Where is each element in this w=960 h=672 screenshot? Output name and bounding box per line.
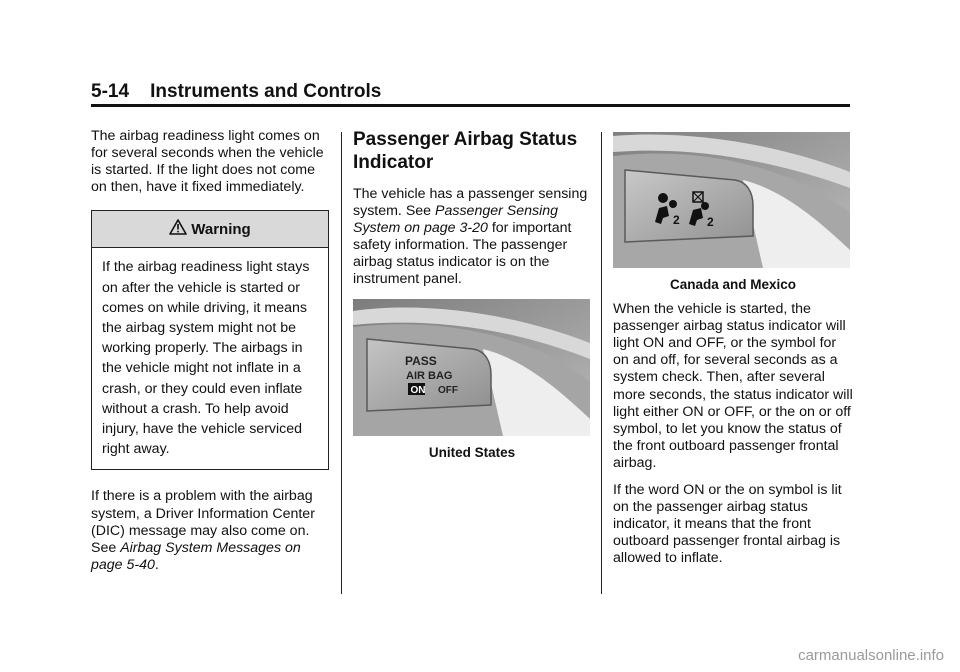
- system-check-paragraph: When the vehicle is started, the passenger airbag status indicator will light ON and OFF, or the symbol for on and off, for several seconds as a system check. Then, after several more seconds, the status indicator will light either ON or OFF, or the on or off symbol, to let you know the status of the front outboard passenger frontal airbag.: [613, 301, 853, 471]
- dic-reference-link[interactable]: Airbag System Messages on page 5-40: [91, 539, 301, 573]
- warning-body: If the airbag readiness light stays on after the vehicle is started or comes on while driving, it means the airbag system might not be working properly. The airbags in the vehicle might not inflate in a crash, or they could even inflate without a crash. To help avoid injury, have the vehicle serviced right away.: [102, 259, 310, 458]
- section-title: Passenger Airbag Status Indicator: [353, 129, 578, 173]
- airbag-label: AIR BAG: [406, 369, 453, 382]
- column-middle: [353, 128, 591, 469]
- column-divider-2: [601, 132, 602, 594]
- on-label: ON: [410, 384, 426, 396]
- dic-text: If there is a problem with the airbag system, a Driver Information Center (DIC) message may also come on. See: [91, 488, 315, 556]
- on-status-paragraph: If the word ON or the on symbol is lit on the passenger airbag status indicator, it means that the front outboard passenger frontal airbag is allowed to inflate.: [613, 482, 842, 567]
- pass-label: PASS: [405, 353, 437, 368]
- passenger-sensing-link[interactable]: Passenger Sensing System on page 3-20: [353, 203, 559, 237]
- column-left: [91, 128, 331, 584]
- header-rule: [91, 104, 850, 107]
- warning-title: Warning: [191, 220, 251, 238]
- us-caption: United States: [428, 444, 516, 460]
- warning-header: [92, 211, 328, 248]
- readiness-paragraph: The airbag readiness light comes on for several seconds when the vehicle is started. If the light does not come on then, have it fixed immediately.: [91, 128, 324, 196]
- intro-text: The vehicle has a passenger sensing system. See: [353, 186, 588, 220]
- page-header: 5-14 Instruments and Controls: [91, 81, 382, 102]
- us-indicator-figure: [353, 299, 590, 436]
- intro-paragraph: [353, 186, 591, 289]
- column-divider-1: [341, 132, 342, 594]
- svg-text:2: 2: [673, 213, 680, 227]
- off-label: OFF: [438, 384, 458, 396]
- canada-mexico-indicator-figure: [613, 132, 850, 268]
- warning-triangle-icon: [169, 219, 187, 239]
- warning-box: [91, 210, 329, 470]
- watermark: carmanualsonline.info: [798, 647, 944, 664]
- intro-text-end: for important safety information. The passenger airbag status indicator is on the instrument panel.: [353, 220, 572, 288]
- column-right: [613, 132, 853, 578]
- svg-text:2: 2: [707, 215, 714, 229]
- dic-paragraph: [91, 488, 331, 573]
- canada-mexico-caption: Canada and Mexico: [669, 277, 797, 292]
- dic-end: .: [154, 556, 159, 573]
